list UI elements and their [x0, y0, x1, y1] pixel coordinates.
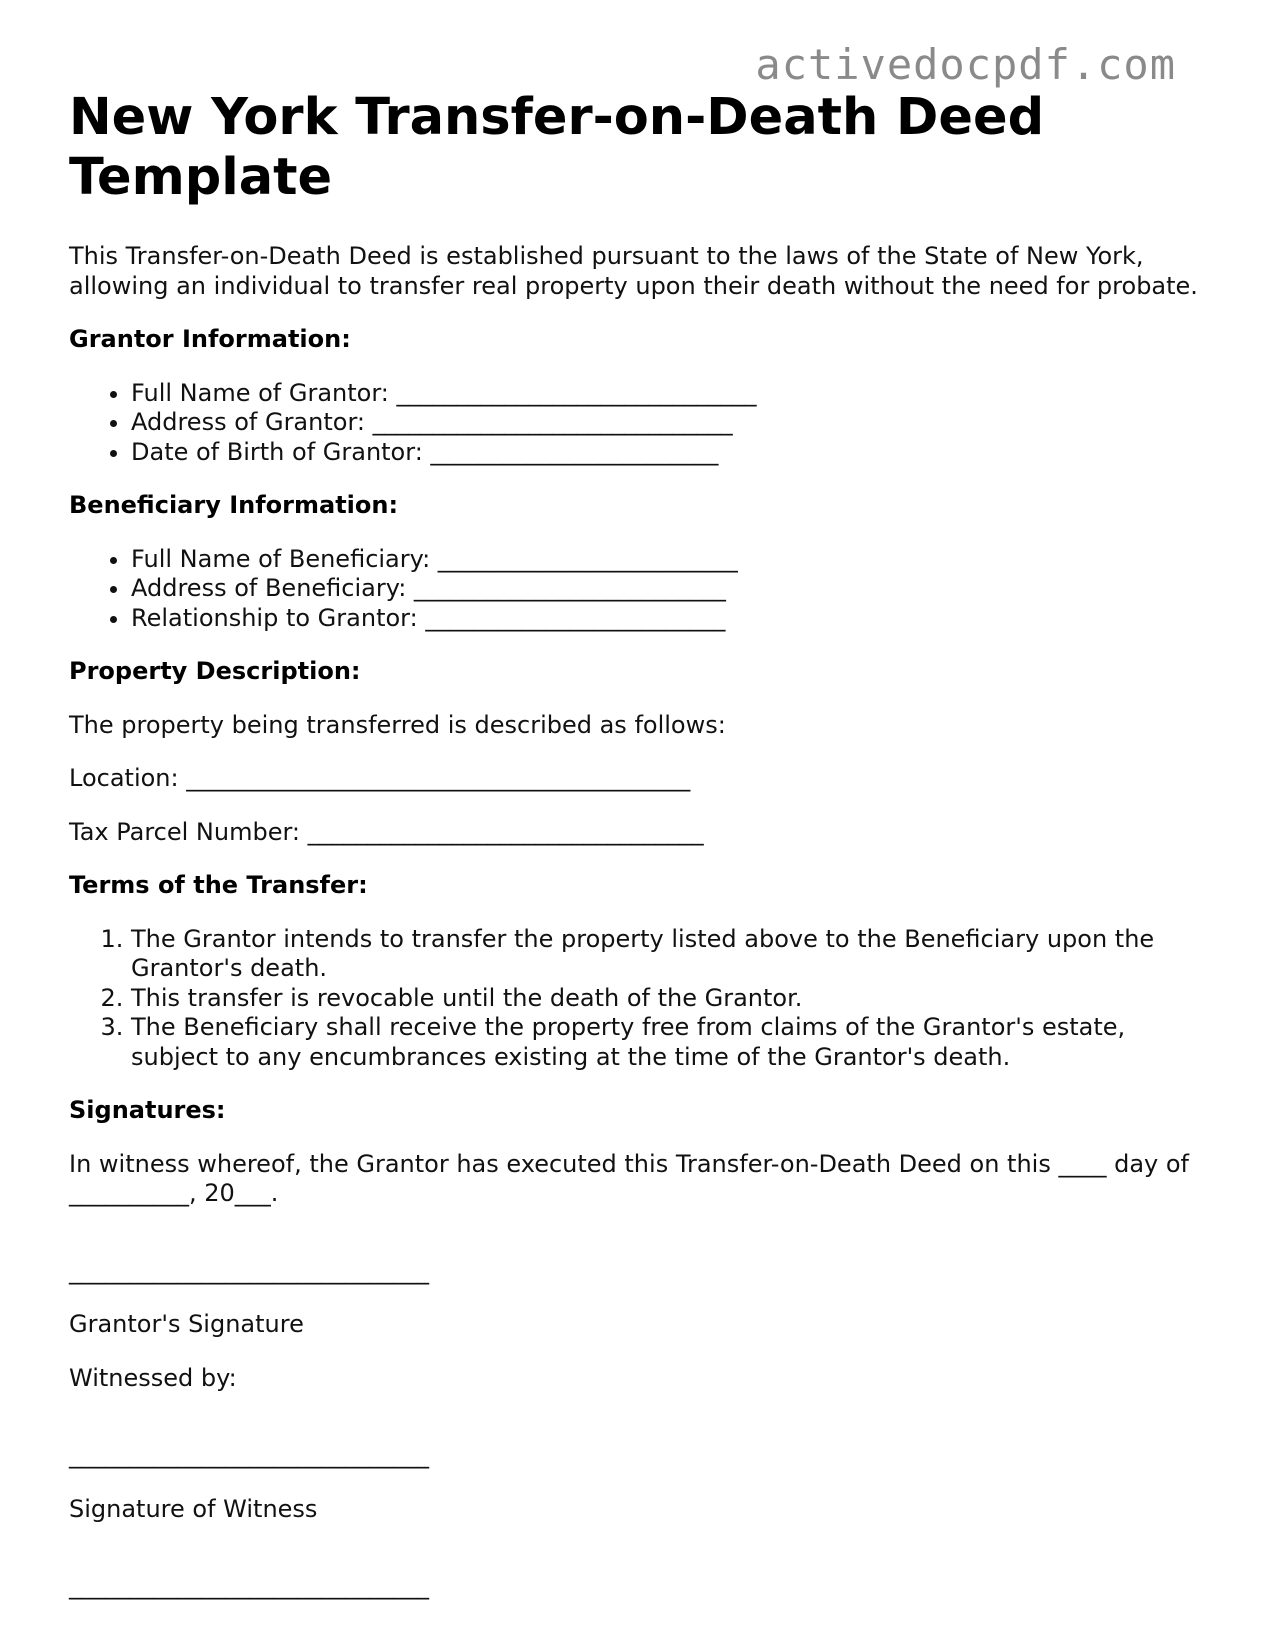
- additional-signature-line[interactable]: ______________________________: [69, 1572, 429, 1600]
- terms-list: [69, 925, 1199, 1073]
- location-field[interactable]: Location: __________________________________________: [69, 764, 691, 792]
- grantor-dob-field[interactable]: • Date of Birth of Grantor: ________________________: [131, 438, 1199, 468]
- term-item: 2. This transfer is revocable until the death of the Grantor.: [131, 984, 1199, 1014]
- terms-heading: Terms of the Transfer:: [69, 871, 368, 899]
- term-item: 3. The Beneficiary shall receive the property free from claims of the Grantor's estate, subject to any encumbrances existing at the time of the Grantor's death.: [131, 1013, 1199, 1072]
- beneficiary-heading: Beneficiary Information:: [69, 491, 399, 519]
- witness-signature-label: Signature of Witness: [69, 1494, 318, 1523]
- beneficiary-relationship-field[interactable]: • Relationship to Grantor: _________________________: [131, 604, 1199, 634]
- tax-parcel-field[interactable]: Tax Parcel Number: _________________________________: [69, 817, 704, 846]
- grantor-signature-line[interactable]: ______________________________: [69, 1256, 429, 1285]
- property-intro: The property being transferred is described as follows:: [69, 710, 726, 739]
- grantor-signature-label: Grantor's Signature: [69, 1310, 304, 1338]
- watermark: activedocpdf.com: [755, 40, 1176, 89]
- witness-signature-line[interactable]: ______________________________: [69, 1441, 429, 1469]
- beneficiary-name-field[interactable]: • Full Name of Beneficiary: _________________________: [131, 545, 1199, 575]
- grantor-heading: Grantor Information:: [69, 325, 351, 353]
- witnessed-by-label: Witnessed by:: [69, 1363, 237, 1392]
- signatures-heading: Signatures:: [69, 1096, 226, 1124]
- grantor-list: [69, 379, 1199, 468]
- document-page: [69, 88, 1199, 1626]
- property-heading: Property Description:: [69, 657, 361, 685]
- beneficiary-list: [69, 545, 1199, 634]
- witness-statement[interactable]: In witness whereof, the Grantor has executed this Transfer-on-Death Deed on this ____ day of __________, 20___.: [69, 1149, 1190, 1207]
- intro-paragraph: This Transfer-on-Death Deed is established pursuant to the laws of the State of New York, allowing an individual to transfer real property upon their death without the need for probate.: [69, 242, 1198, 300]
- page-title: New York Transfer-on-Death Deed Template: [69, 88, 1045, 207]
- beneficiary-address-field[interactable]: • Address of Beneficiary: __________________________: [131, 574, 1199, 604]
- grantor-address-field[interactable]: • Address of Grantor: ______________________________: [131, 408, 1199, 438]
- term-item: 1. The Grantor intends to transfer the property listed above to the Beneficiary upon the Grantor's death.: [131, 925, 1199, 984]
- grantor-name-field[interactable]: • Full Name of Grantor: ______________________________: [131, 379, 1199, 409]
